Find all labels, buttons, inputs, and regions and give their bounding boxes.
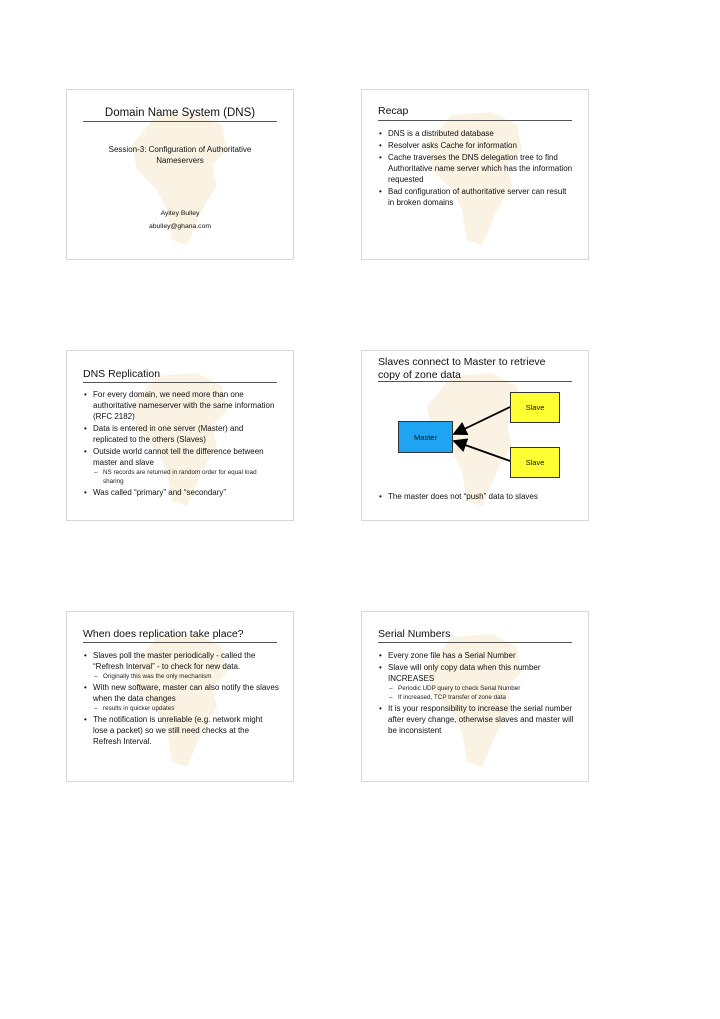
slide-6 <box>361 611 589 782</box>
master-box <box>398 421 453 453</box>
slide-title: DNS Replication <box>83 368 161 380</box>
slide-title: Serial Numbers <box>378 628 451 640</box>
bullet-list <box>83 389 279 499</box>
sub-bullet-item: – Periodic UDP query to check Serial Number <box>388 684 574 693</box>
bullet-item: • The notification is unreliable (e.g. network might lose a packet) so we still need checks at the Refresh Interval. <box>83 714 279 747</box>
sub-bullet-item: – If increased, TCP transfer of zone data <box>388 693 574 702</box>
sub-bullet-item: – results in quicker updates <box>93 704 279 713</box>
bullet-list <box>378 650 574 737</box>
master-label: Master <box>414 432 437 442</box>
slide-1 <box>66 89 294 260</box>
bullet-list <box>83 650 279 748</box>
arrow-slave1-to-master <box>454 407 510 434</box>
bullet-list <box>378 491 574 503</box>
slave-label: Slave <box>525 403 545 412</box>
bullet-item: • DNS is a distributed database <box>378 128 574 139</box>
bullet-item: • Was called “primary” and “secondary” <box>83 487 279 498</box>
sub-bullet-item: – Originally this was the only mechanism <box>93 672 279 681</box>
bullet-item: • Resolver asks Cache for information <box>378 140 574 151</box>
sub-bullet-item: – NS records are returned in random order for equal load sharing <box>93 468 279 486</box>
slide-2 <box>361 89 589 260</box>
bullet-item: • The master does not “push” data to slaves <box>378 491 574 502</box>
bullet-item <box>83 682 279 713</box>
bullet-item: • Every zone file has a Serial Number <box>378 650 574 661</box>
title-rule <box>83 121 277 122</box>
title-line: Slaves connect to Master to retrieve <box>378 356 546 368</box>
sub-bullet-list <box>93 704 279 713</box>
slave-box-1 <box>510 392 560 423</box>
sub-bullet-list <box>388 684 574 702</box>
title-rule <box>83 382 277 383</box>
bullet-item <box>378 662 574 702</box>
title-rule <box>83 642 277 643</box>
arrow-slave2-to-master <box>454 441 510 461</box>
sub-bullet-list <box>93 468 279 486</box>
slide-title: Recap <box>378 105 409 117</box>
subtitle-line: Nameservers <box>156 156 204 165</box>
bullet-text: Slave will only copy data when this number INCREASES <box>388 663 541 683</box>
subtitle-line: Session-3: Configuration of Authoritative <box>108 145 252 154</box>
title-line: copy of zone data <box>378 369 461 381</box>
bullet-item <box>83 650 279 681</box>
sub-bullet-list <box>93 672 279 681</box>
author-email: abulley@ghana.com <box>148 223 212 230</box>
slide-4 <box>361 350 589 521</box>
slide-5 <box>66 611 294 782</box>
title-rule <box>378 642 572 643</box>
slide-subtitle <box>77 144 283 166</box>
bullet-text: Outside world cannot tell the difference between master and slave <box>93 447 264 467</box>
bullet-list <box>378 128 574 209</box>
title-rule <box>378 120 572 121</box>
author-name: Ayitey Bulley <box>160 210 200 217</box>
bullet-item: • Data is entered in one server (Master) and replicated to the others (Slaves) <box>83 423 279 445</box>
bullet-item: • It is your responsibility to increase the serial number after every change, otherwise slaves and master will be inconsistent <box>378 703 574 736</box>
slide-title: When does replication take place? <box>83 628 244 640</box>
slave-box-2 <box>510 447 560 478</box>
slave-label: Slave <box>525 458 545 467</box>
bullet-item: • Bad configuration of authoritative server can result in broken domains <box>378 186 574 208</box>
bullet-item: • For every domain, we need more than one authoritative nameserver with the same information (RFC 2182) <box>83 389 279 422</box>
bullet-text: With new software, master can also notify the slaves when the data changes <box>93 683 279 703</box>
slide-3 <box>66 350 294 521</box>
bullet-item <box>83 446 279 486</box>
bullet-text: Slaves poll the master periodically - called the “Refresh Interval” - to check for new data. <box>93 651 256 671</box>
slide-title: Domain Name System (DNS) <box>104 107 256 119</box>
bullet-item: • Cache traverses the DNS delegation tree to find Authoritative name server which has the information requested <box>378 152 574 185</box>
